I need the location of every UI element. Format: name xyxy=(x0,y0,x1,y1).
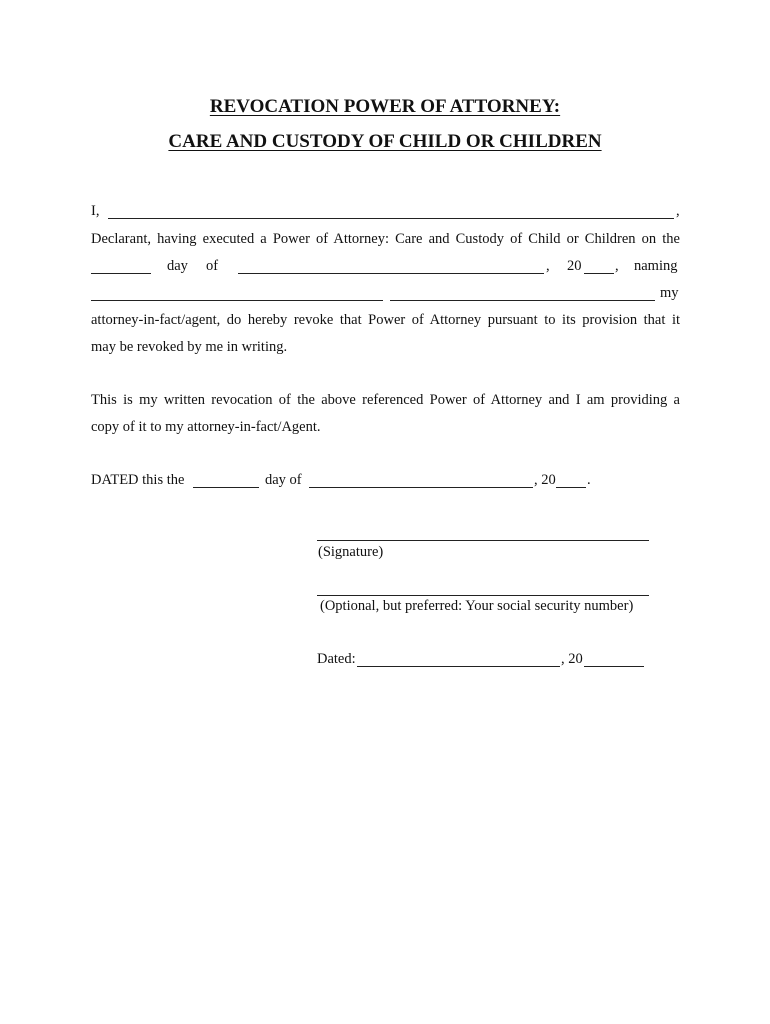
agent-name-blank-2[interactable] xyxy=(390,300,655,301)
signature-line[interactable] xyxy=(317,540,649,541)
revocation-statement-end: copy of it to my attorney-in-fact/Agent. xyxy=(91,419,321,435)
year-comma: , xyxy=(615,258,619,274)
my-word: my xyxy=(660,285,679,301)
day-blank[interactable] xyxy=(91,273,151,274)
document-title-line2: CARE AND CUSTODY OF CHILD OR CHILDREN xyxy=(168,131,602,152)
dated-date-blank[interactable] xyxy=(357,666,560,667)
ssn-line[interactable] xyxy=(317,595,649,596)
ssn-label: (Optional, but preferred: Your social security number) xyxy=(320,598,634,614)
of-word: of xyxy=(206,258,219,274)
dated-label: Dated: xyxy=(317,651,356,667)
dated-year-prefix: , 20 xyxy=(561,651,583,667)
dated-year-label: , 20 xyxy=(534,472,556,488)
agent-name-blank[interactable] xyxy=(91,300,383,301)
day-word: day xyxy=(167,258,188,274)
revocation-statement-line: This is my written revocation of the above referenced Power of Attorney and I am providing a xyxy=(91,392,680,408)
year-prefix: 20 xyxy=(567,258,582,274)
dated-this-label: DATED this the xyxy=(91,472,185,488)
trailing-comma: , xyxy=(676,203,680,219)
i-label: I, xyxy=(91,203,100,219)
day-of-label: day of xyxy=(265,472,302,488)
dated-year-blank[interactable] xyxy=(556,487,586,488)
document-title-line1: REVOCATION POWER OF ATTORNEY: xyxy=(209,96,561,117)
revoke-statement-line: attorney-in-fact/agent, do hereby revoke that Power of Attorney pursuant to its provision that it xyxy=(91,312,680,328)
naming-word: naming xyxy=(634,258,678,274)
month-blank[interactable] xyxy=(238,273,544,274)
signature-label: (Signature) xyxy=(318,544,384,560)
year-blank[interactable] xyxy=(584,273,614,274)
dated-month-blank[interactable] xyxy=(309,487,533,488)
declarant-statement-line: Declarant, having executed a Power of Attorney: Care and Custody of Child or Children on the xyxy=(91,231,680,247)
dated-day-blank[interactable] xyxy=(193,487,259,488)
revoke-statement-end: may be revoked by me in writing. xyxy=(91,339,288,355)
declarant-name-blank[interactable] xyxy=(108,218,674,219)
month-comma: , xyxy=(546,258,550,274)
dated-year-blank-2[interactable] xyxy=(584,666,644,667)
dated-period: . xyxy=(587,472,591,488)
